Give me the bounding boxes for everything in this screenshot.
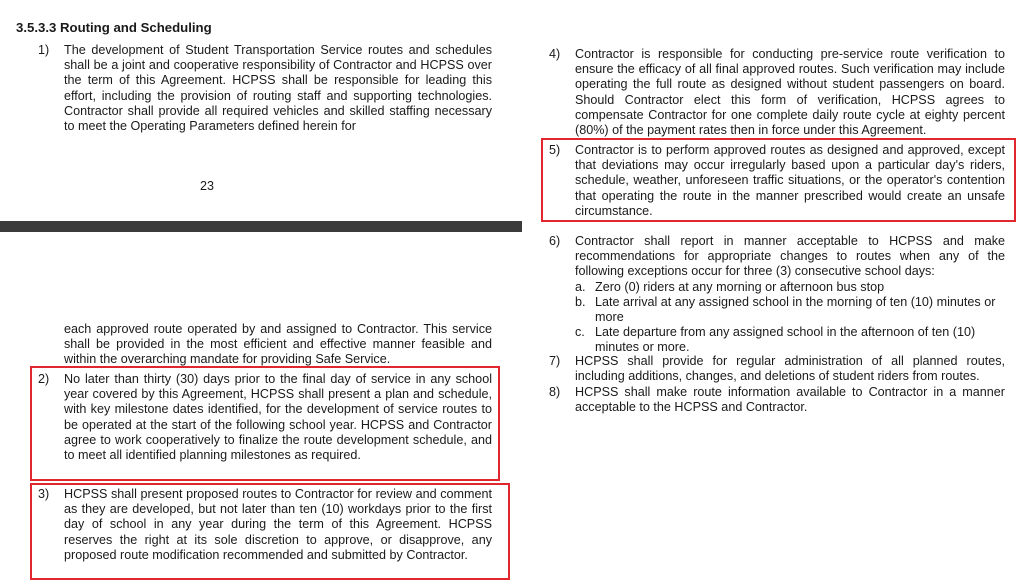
item-text: HCPSS shall present proposed routes to Contractor for review and comment as they are developed, but not later than ten (10) workdays prior to the first day of school in any year during the term of this Agreement. HCPSS reserves the right at its sole discretion to approve, or disapprove, any proposed route modification recommended and submitted by Contractor. bbox=[64, 487, 492, 562]
item-text: Contractor shall report in manner acceptable to HCPSS and make recommendations for appropriate changes to routes when any of the following exceptions occur for three (3) consecutive school days: bbox=[575, 234, 1005, 279]
continuation-paragraph: each approved route operated by and assigned to Contractor. This service shall be provided in the most efficient and effective manner feasible and within the overarching mandate for providing Safe Service. bbox=[64, 322, 492, 367]
item-text: No later than thirty (30) days prior to the final day of service in any school year covered by this Agreement, HCPSS shall present a plan and schedule, with key milestone dates identified, for the development of service routes to be operated at the start of the following school year. HCPSS and Contractor agree to work cooperatively to finalize the route development schedule, and to meet all identified planning milestones as required. bbox=[64, 372, 492, 463]
item-number: 6) bbox=[549, 234, 561, 248]
list-item-4 bbox=[549, 47, 1005, 138]
item-number: 5) bbox=[549, 143, 561, 157]
list-item-5 bbox=[549, 143, 1005, 219]
list-item-6 bbox=[549, 234, 1005, 356]
list-item-7 bbox=[549, 354, 1005, 384]
item-number: 4) bbox=[549, 47, 561, 61]
list-item-3 bbox=[38, 487, 492, 563]
item-number: 1) bbox=[38, 43, 50, 57]
page-number: 23 bbox=[200, 179, 215, 193]
item-text: The development of Student Transportation Service routes and schedules shall be a joint and cooperative responsibility of Contractor and HCPSS over the term of this Agreement. HCPSS shall be responsible for leading this effort, including the provision of routing staff and supporting technologies. Contractor shall provide all required vehicles and skilled staffing necessary to meet the Operating Parameters defined herein for bbox=[64, 43, 492, 134]
item-number: 3) bbox=[38, 487, 50, 501]
item-number: 8) bbox=[549, 385, 561, 399]
page-break-divider bbox=[0, 221, 522, 232]
sub-item-b: b. Late arrival at any assigned school in the morning of ten (10) minutes or more bbox=[575, 294, 996, 325]
section-heading: 3.5.3.3 Routing and Scheduling bbox=[16, 20, 212, 35]
item-number: 2) bbox=[38, 372, 50, 386]
item-text: HCPSS shall provide for regular administration of all planned routes, including additions, changes, and deletions of student riders from routes. bbox=[575, 354, 1005, 384]
item-text: Contractor is responsible for conducting pre-service route verification to ensure the efficacy of all final approved routes. Such verification may include operating the full route as designed without student passengers on board. Should Contractor elect this form of verification, HCPSS agrees to compensate Contractor for one complete daily route cycle at eighty percent (80%) of the payment rates then in force under this Agreement. bbox=[575, 47, 1005, 138]
sub-item-c: c. Late departure from any assigned school in the afternoon of ten (10) minutes or more. bbox=[575, 325, 976, 355]
item-number: 7) bbox=[549, 354, 561, 368]
list-item-8 bbox=[549, 385, 1005, 415]
item-text: Contractor is to perform approved routes as designed and approved, except that deviations may occur irregularly based upon a particular day's riders, schedule, weather, unforeseen traffic situations, or the operator's contention that operating the route in the manner prescribed would create an unsafe circumstance. bbox=[575, 143, 1005, 218]
list-item-2 bbox=[38, 372, 492, 463]
item-text: HCPSS shall make route information available to Contractor in a manner acceptable to the HCPSS and Contractor. bbox=[575, 385, 1005, 415]
list-item-1 bbox=[38, 43, 492, 134]
sub-item-a: a. Zero (0) riders at any morning or afternoon bus stop bbox=[575, 279, 885, 294]
